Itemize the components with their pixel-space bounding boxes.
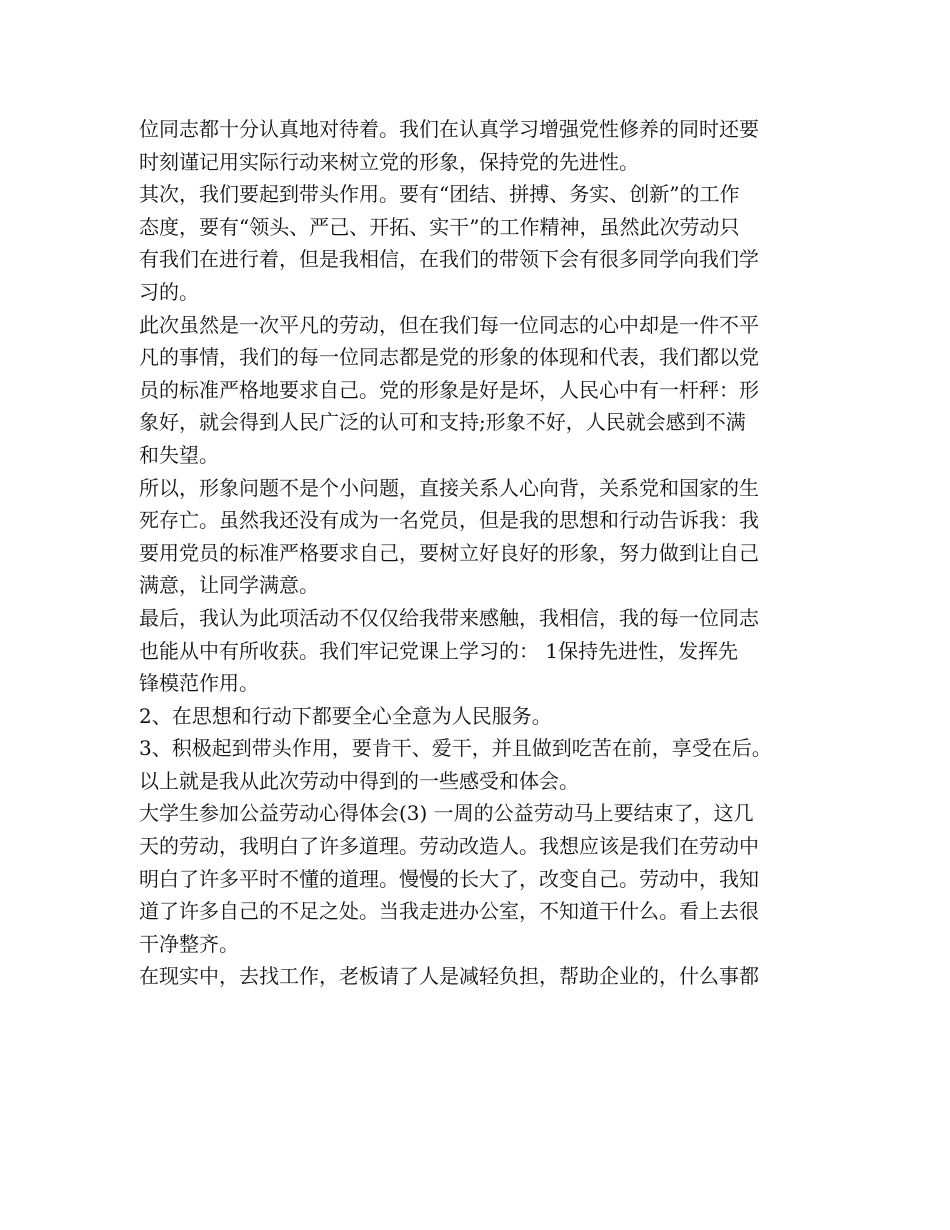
text-line: 干净整齐。: [139, 931, 239, 956]
text-line: 此次虽然是一次平凡的劳动，但在我们每一位同志的心中却是一件不平: [139, 312, 759, 337]
text-line: 有我们在进行着，但是我相信，在我们的带领下会有很多同学向我们学: [139, 247, 759, 272]
body-text: [139, 113, 829, 993]
text-line: 凡的事情，我们的每一位同志都是党的形象的体现和代表，我们都以党: [139, 345, 759, 370]
text-line: 和失望。: [139, 442, 219, 467]
text-line: 也能从中有所收获。我们牢记党课上学习的： 1保持先进性，发挥先: [139, 638, 739, 663]
text-line: 时刻谨记用实际行动来树立党的形象，保持党的先进性。: [139, 149, 639, 174]
text-line: 大学生参加公益劳动心得体会(3) 一周的公益劳动马上要结束了，这几: [139, 801, 754, 826]
text-line: 习的。: [139, 279, 199, 304]
text-line: 明白了许多平时不懂的道理。慢慢的长大了，改变自己。劳动中，我知: [139, 866, 759, 891]
text-line: 3、积极起到带头作用，要肯干、爱干，并且做到吃苦在前，享受在后。: [139, 736, 772, 761]
text-line: 以上就是我从此次劳动中得到的一些感受和体会。: [139, 768, 579, 793]
text-line: 道了许多自己的不足之处。当我走进办公室，不知道干什么。看上去很: [139, 899, 759, 924]
text-line: 天的劳动，我明白了许多道理。劳动改造人。我想应该是我们在劳动中: [139, 834, 759, 859]
text-line: 所以，形象问题不是个小问题，直接关系人心向背，关系党和国家的生: [139, 475, 759, 500]
text-line: 死存亡。虽然我还没有成为一名党员，但是我的思想和行动告诉我：我: [139, 508, 759, 533]
text-line: 员的标准严格地要求自己。党的形象是好是坏，人民心中有一杆秤：形: [139, 377, 759, 402]
text-line: 态度，要有“领头、严己、开拓、实干”的工作精神，虽然此次劳动只: [139, 214, 740, 239]
text-line: 在现实中，去找工作，老板请了人是减轻负担，帮助企业的，什么事都: [139, 964, 759, 989]
text-line: 最后，我认为此项活动不仅仅给我带来感触，我相信，我的每一位同志: [139, 605, 759, 630]
text-line: 位同志都十分认真地对待着。我们在认真学习增强党性修养的同时还要: [139, 117, 759, 141]
text-line: 满意，让同学满意。: [139, 573, 319, 598]
text-line: 要用党员的标准严格要求自己，要树立好良好的形象，努力做到让自己: [139, 540, 759, 565]
text-line: 象好，就会得到人民广泛的认可和支持;形象不好，人民就会感到不满: [139, 410, 746, 435]
text-line: 其次，我们要起到带头作用。要有“团结、拼搏、务实、创新”的工作: [139, 182, 740, 207]
text-line: 锋模范作用。: [139, 671, 259, 696]
text-line: 2、在思想和行动下都要全心全意为人民服务。: [139, 703, 552, 728]
